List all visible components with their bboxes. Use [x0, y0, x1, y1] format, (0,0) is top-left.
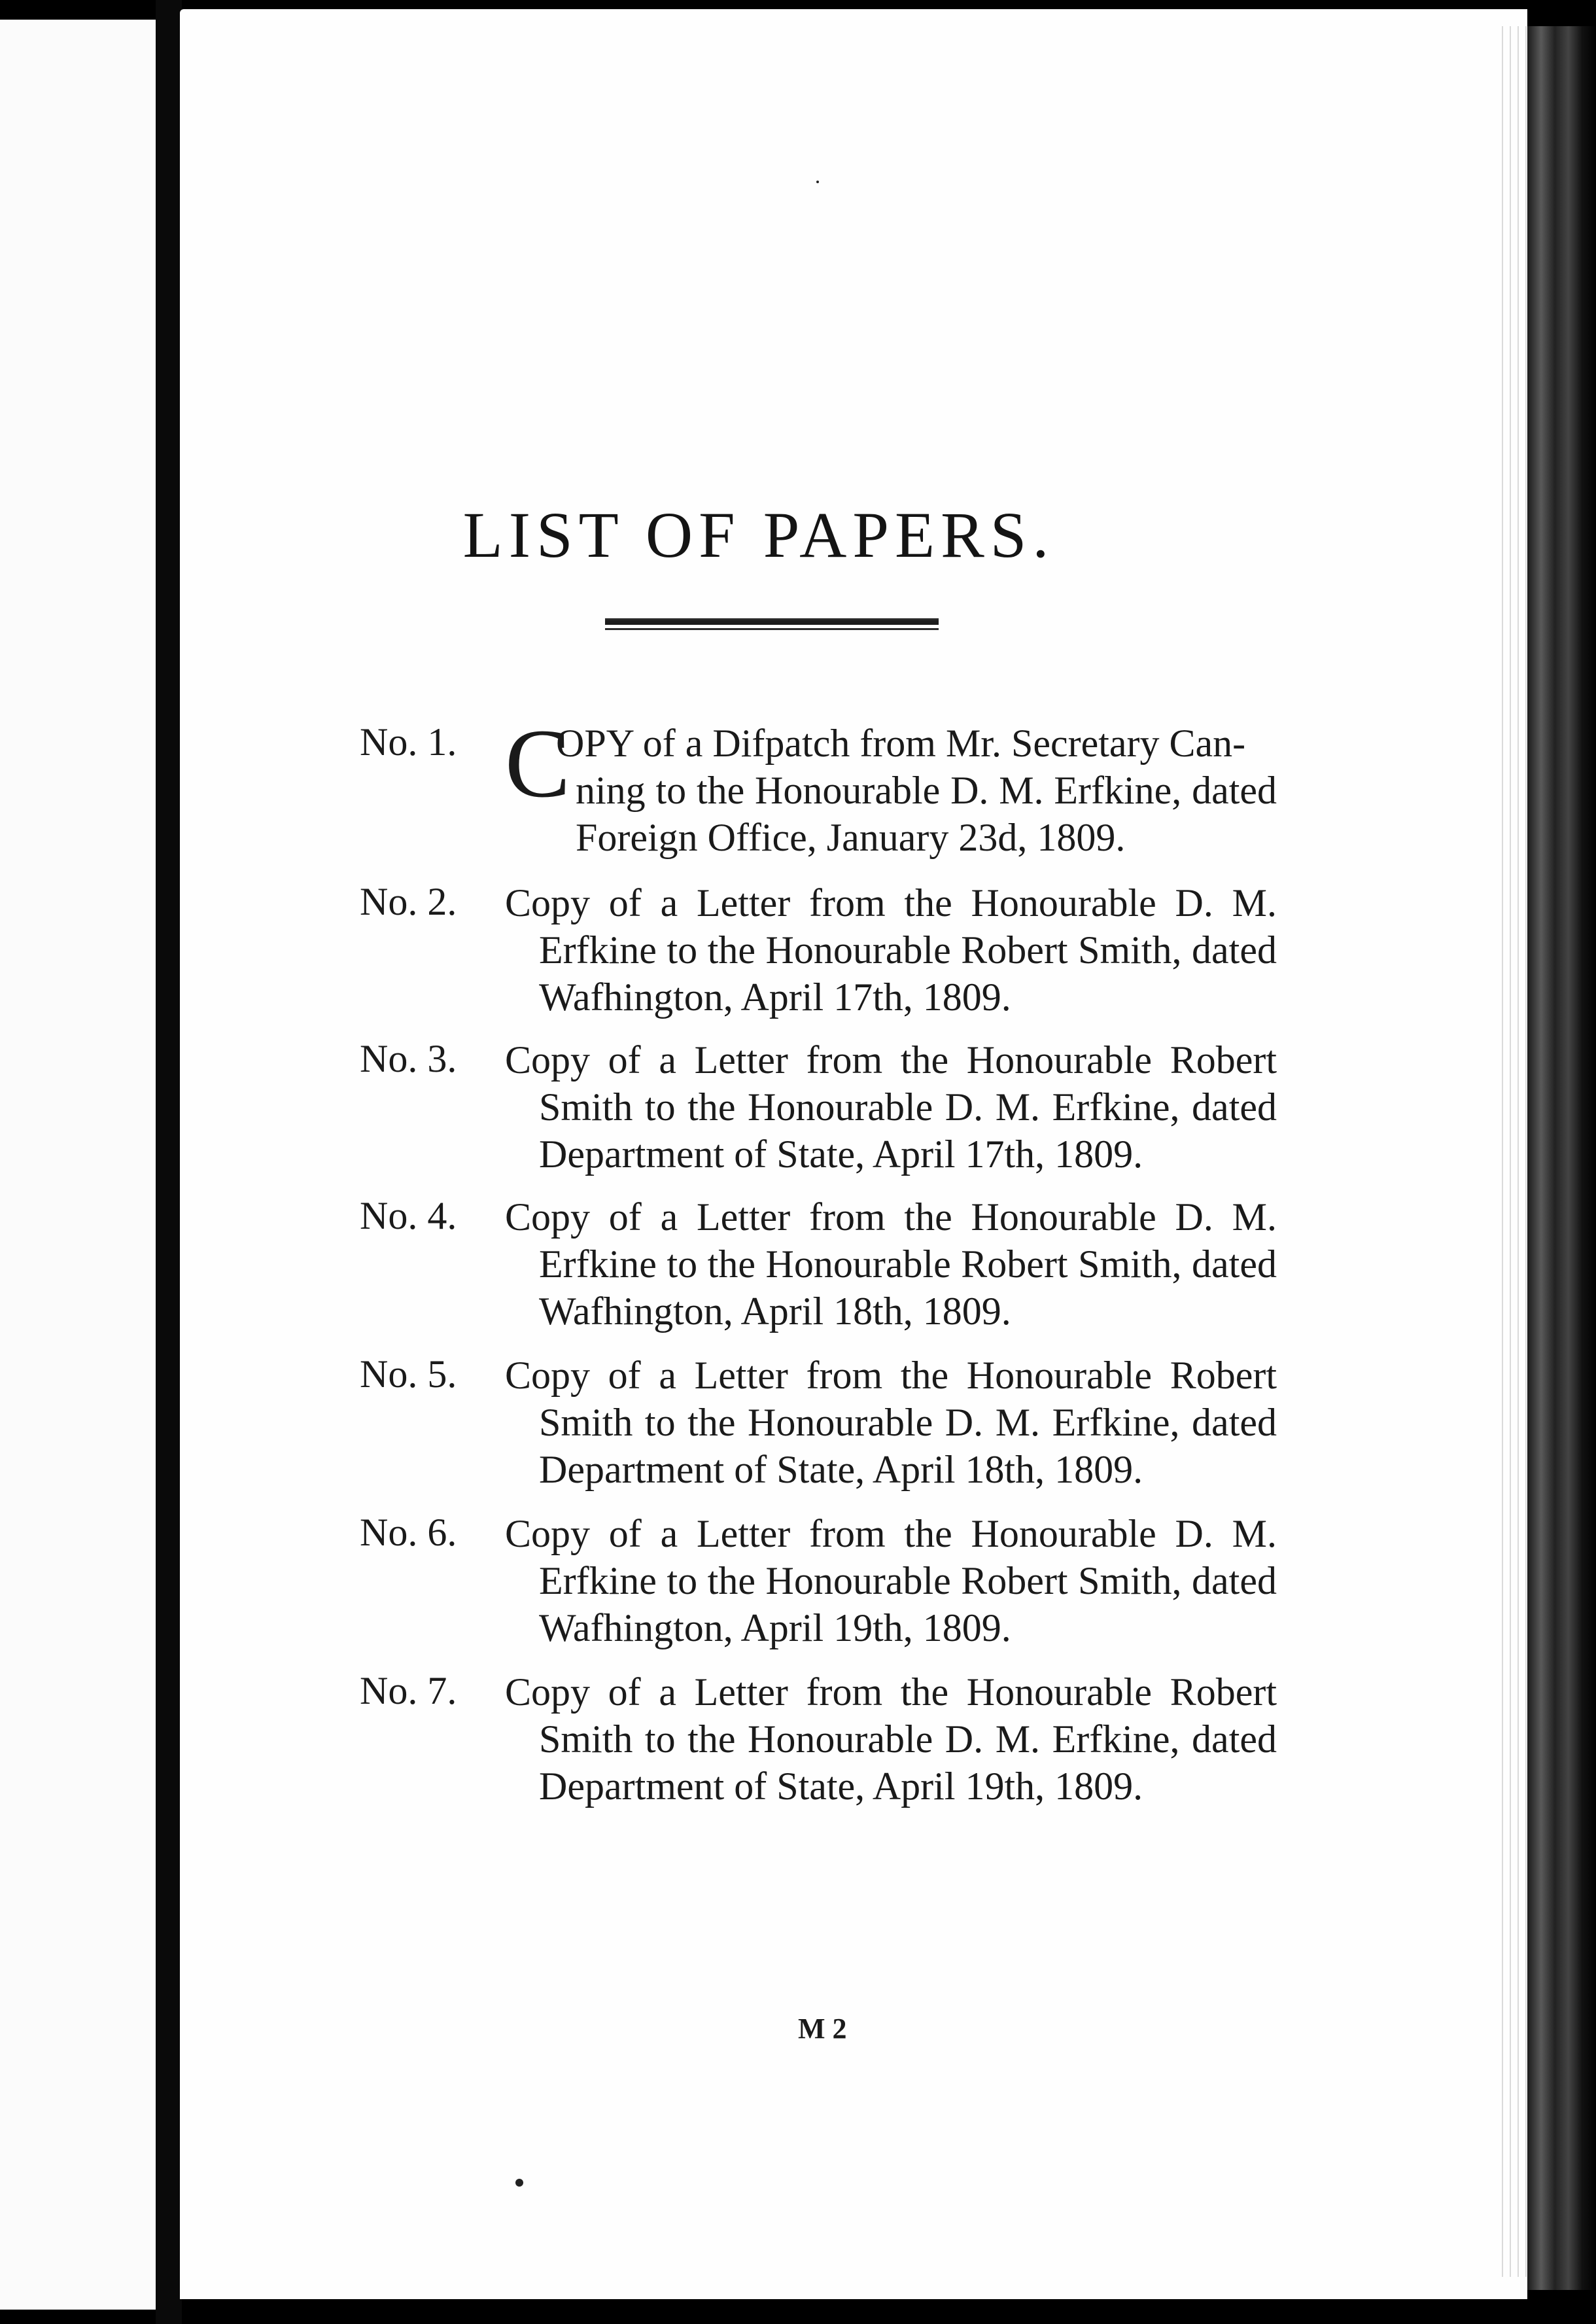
list-item [360, 1668, 1289, 1825]
entry-number: No. 4. [360, 1194, 457, 1237]
entry-number: No. 3. [360, 1037, 457, 1080]
entry-text: Copy of a Letter from the Honourable D. M. Erfkine to the Honourable Robert Smith, dated Wafhington, April 17th, 1809. [505, 881, 1277, 1019]
signature-mark: M 2 [798, 2013, 847, 2045]
ink-speck [816, 181, 819, 183]
list-item [360, 1193, 1289, 1350]
rule-thin [605, 628, 939, 630]
ink-speck [515, 2179, 523, 2187]
entry-number: No. 7. [360, 1669, 457, 1712]
book-edge [1527, 26, 1596, 2290]
page-edge-lines [1498, 26, 1529, 2277]
entry-text: Copy of a Letter from the Honourable Robert Smith to the Honourable D. M. Erfkine, dated Department of State, April 17th, 1809. [505, 1038, 1277, 1176]
list-item [360, 1352, 1289, 1509]
page-title: LIST OF PAPERS. [462, 499, 1055, 571]
entry-text: Copy of a Letter from the Honourable D. M. Erfkine to the Honourable Robert Smith, dated Wafhington, April 18th, 1809. [505, 1195, 1277, 1333]
drop-cap: C [505, 709, 571, 818]
entry-text-first-line: OPY of a Difpatch from Mr. Secretary Can- [556, 722, 1246, 765]
entry-text: Copy of a Letter from the Honourable D. M. Erfkine to the Honourable Robert Smith, dated Wafhington, April 19th, 1809. [505, 1512, 1277, 1649]
list-item [360, 709, 1289, 877]
entry-number: No. 6. [360, 1511, 457, 1554]
entry-number: No. 2. [360, 880, 457, 923]
entry-text-rest: ning to the Honourable D. M. Erfkine, dated Foreign Office, January 23d, 1809. [576, 769, 1277, 859]
list-item [360, 1510, 1289, 1667]
rule-thick [605, 620, 939, 625]
entry-text [556, 720, 1277, 861]
entry-text: Copy of a Letter from the Honourable Robert Smith to the Honourable D. M. Erfkine, dated Department of State, April 19th, 1809. [505, 1670, 1277, 1808]
list-item [360, 1036, 1289, 1193]
book-gutter [156, 0, 182, 2324]
entry-text: Copy of a Letter from the Honourable Robert Smith to the Honourable D. M. Erfkine, dated Department of State, April 18th, 1809. [505, 1354, 1277, 1491]
title-rule [605, 615, 939, 630]
list-item [360, 879, 1289, 1036]
facing-page [0, 20, 156, 2310]
entry-number: No. 1. [360, 720, 457, 764]
entry-number: No. 5. [360, 1352, 457, 1396]
